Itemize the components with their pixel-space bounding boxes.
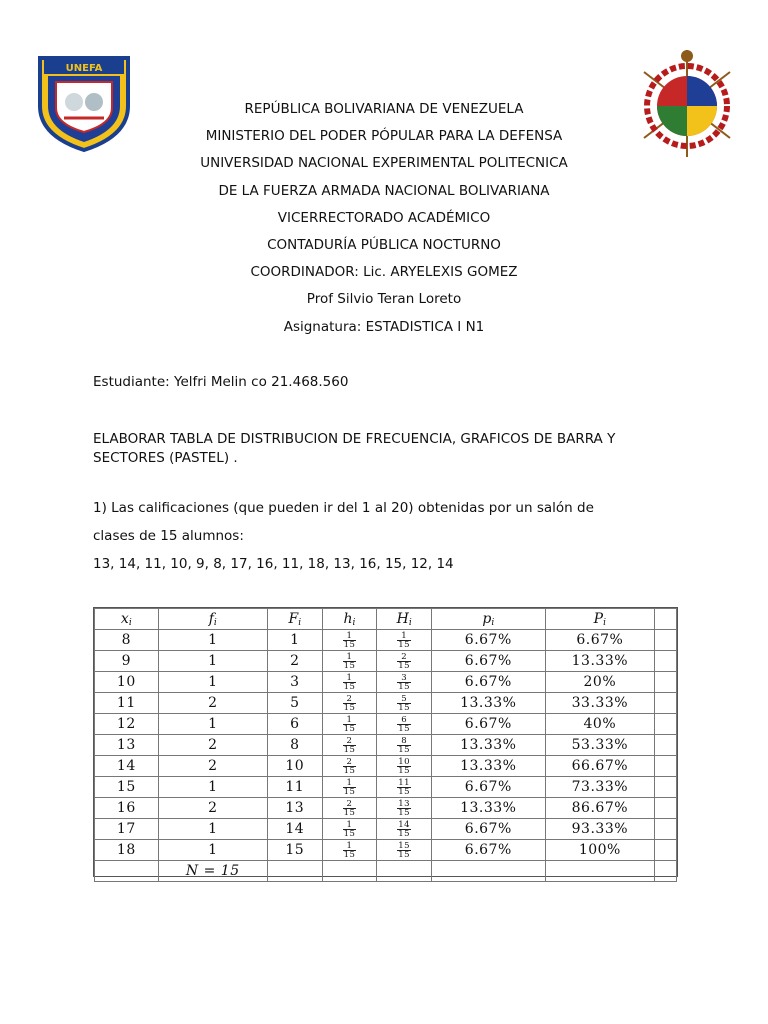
empty-cell: [545, 861, 655, 882]
institution-header: [0, 96, 768, 341]
cell-Fi: 11: [267, 777, 322, 798]
cell-fi: 1: [158, 672, 267, 693]
cell-fi: 1: [158, 651, 267, 672]
table-header-row: [95, 609, 677, 630]
student-name: Estudiante: Yelfri Melin co 21.468.560: [93, 374, 349, 390]
empty-column: [655, 609, 677, 630]
question-data: 13, 14, 11, 10, 9, 8, 17, 16, 11, 18, 13, 16, 15, 12, 14: [93, 556, 454, 572]
cell-Fi: 1: [267, 630, 322, 651]
cell-hi: [322, 672, 377, 693]
cell-Hi: [377, 672, 432, 693]
cell-hi: [322, 756, 377, 777]
header-Hi: $H_i$: [377, 609, 432, 630]
empty-cell: [655, 651, 677, 672]
table-row: [95, 819, 677, 840]
cell-Hi-fraction: $\frac{1}{15}$: [398, 630, 411, 650]
header-line: CONTADURÍA PÚBLICA NOCTURNO: [267, 236, 501, 253]
cell-hi: [322, 735, 377, 756]
cell-Hi: [377, 735, 432, 756]
cell-hi-fraction: $\frac{2}{15}$: [343, 735, 356, 755]
header-hi: $h_i$: [322, 609, 377, 630]
cell-xi: 10: [95, 672, 159, 693]
cell-Pi: 66.67%: [545, 756, 655, 777]
cell-pi: 6.67%: [432, 777, 546, 798]
total-row: [95, 861, 677, 882]
table-row: [95, 714, 677, 735]
cell-hi: [322, 798, 377, 819]
cell-xi: 11: [95, 693, 159, 714]
empty-cell: [655, 693, 677, 714]
cell-pi: 13.33%: [432, 798, 546, 819]
cell-hi: [322, 630, 377, 651]
cell-Hi: [377, 798, 432, 819]
header-line: COORDINADOR: Lic. ARYELEXIS GOMEZ: [250, 264, 518, 281]
cell-Pi: 40%: [545, 714, 655, 735]
cell-fi: 1: [158, 819, 267, 840]
empty-cell: [95, 861, 159, 882]
cell-Pi: 73.33%: [545, 777, 655, 798]
table-row: [95, 651, 677, 672]
cell-Pi: 100%: [545, 840, 655, 861]
question-line-1: 1) Las calificaciones (que pueden ir del 1 al 20) obtenidas por un salón de: [93, 500, 594, 516]
cell-hi-fraction: $\frac{1}{15}$: [343, 651, 356, 671]
cell-hi: [322, 777, 377, 798]
header-line: MINISTERIO DEL PODER PÓPULAR PARA LA DEFENSA: [205, 128, 563, 145]
cell-Fi: 3: [267, 672, 322, 693]
cell-Hi-fraction: $\frac{6}{15}$: [398, 714, 411, 734]
header-xi: $x_i$: [95, 609, 159, 630]
cell-Pi: 6.67%: [545, 630, 655, 651]
cell-xi: 18: [95, 840, 159, 861]
cell-Fi: 14: [267, 819, 322, 840]
table-row: [95, 735, 677, 756]
cell-Hi-fraction: $\frac{15}{15}$: [398, 840, 411, 860]
cell-pi: 6.67%: [432, 840, 546, 861]
cell-Pi: 93.33%: [545, 819, 655, 840]
header-line: REPÚBLICA BOLIVARIANA DE VENEZUELA: [244, 101, 524, 117]
cell-xi: 13: [95, 735, 159, 756]
cell-hi-fraction: $\frac{1}{15}$: [343, 840, 356, 860]
cell-Fi: 15: [267, 840, 322, 861]
cell-hi-fraction: $\frac{1}{15}$: [343, 777, 356, 797]
table-row: [95, 693, 677, 714]
cell-hi: [322, 714, 377, 735]
cell-hi-fraction: $\frac{1}{15}$: [343, 819, 356, 839]
cell-Hi: [377, 693, 432, 714]
cell-fi: 2: [158, 756, 267, 777]
cell-Fi: 5: [267, 693, 322, 714]
cell-Hi: [377, 714, 432, 735]
header-line: VICERRECTORADO ACADÉMICO: [277, 209, 491, 226]
cell-hi-fraction: $\frac{2}{15}$: [343, 756, 356, 776]
header-Pi: $P_i$: [545, 609, 655, 630]
empty-cell: [655, 672, 677, 693]
cell-fi: 1: [158, 630, 267, 651]
cell-Fi: 10: [267, 756, 322, 777]
cell-xi: 9: [95, 651, 159, 672]
total-n: N = 15: [158, 861, 267, 882]
header-fi: $f_i$: [158, 609, 267, 630]
cell-hi-fraction: $\frac{2}{15}$: [343, 693, 356, 713]
cell-Pi: 86.67%: [545, 798, 655, 819]
table-row: [95, 630, 677, 651]
cell-Hi-fraction: $\frac{8}{15}$: [398, 735, 411, 755]
header-pi: $p_i$: [432, 609, 546, 630]
cell-Fi: 6: [267, 714, 322, 735]
empty-cell: [655, 735, 677, 756]
cell-xi: 12: [95, 714, 159, 735]
table-row: [95, 777, 677, 798]
cell-Hi: [377, 840, 432, 861]
cell-Pi: 20%: [545, 672, 655, 693]
cell-pi: 13.33%: [432, 735, 546, 756]
empty-cell: [377, 861, 432, 882]
cell-Hi: [377, 756, 432, 777]
header-Fi: $F_i$: [267, 609, 322, 630]
empty-cell: [655, 630, 677, 651]
cell-xi: 14: [95, 756, 159, 777]
cell-Pi: 33.33%: [545, 693, 655, 714]
empty-cell: [322, 861, 377, 882]
cell-pi: 6.67%: [432, 672, 546, 693]
frequency-table: [93, 607, 678, 877]
empty-cell: [655, 861, 677, 882]
cell-Hi: [377, 819, 432, 840]
cell-hi-fraction: $\frac{1}{15}$: [343, 714, 356, 734]
cell-xi: 8: [95, 630, 159, 651]
cell-Hi-fraction: $\frac{11}{15}$: [398, 777, 411, 797]
table-row: [95, 756, 677, 777]
table-row: [95, 798, 677, 819]
cell-fi: 1: [158, 840, 267, 861]
header-line: UNIVERSIDAD NACIONAL EXPERIMENTAL POLITECNICA: [200, 155, 568, 172]
cell-Hi-fraction: $\frac{3}{15}$: [398, 672, 411, 692]
cell-fi: 2: [158, 798, 267, 819]
empty-cell: [655, 798, 677, 819]
cell-pi: 6.67%: [432, 630, 546, 651]
cell-xi: 16: [95, 798, 159, 819]
cell-Fi: 8: [267, 735, 322, 756]
cell-pi: 13.33%: [432, 756, 546, 777]
cell-hi: [322, 651, 377, 672]
cell-hi: [322, 693, 377, 714]
cell-pi: 13.33%: [432, 693, 546, 714]
cell-hi-fraction: $\frac{1}{15}$: [343, 630, 356, 650]
cell-fi: 2: [158, 693, 267, 714]
header-line: Asignatura: ESTADISTICA I N1: [283, 318, 485, 335]
empty-cell: [655, 840, 677, 861]
empty-cell: [655, 819, 677, 840]
cell-pi: 6.67%: [432, 714, 546, 735]
cell-Hi: [377, 630, 432, 651]
cell-Hi-fraction: $\frac{10}{15}$: [398, 756, 411, 776]
cell-Pi: 13.33%: [545, 651, 655, 672]
cell-xi: 17: [95, 819, 159, 840]
cell-Hi-fraction: $\frac{5}{15}$: [398, 693, 411, 713]
empty-cell: [267, 861, 322, 882]
empty-cell: [432, 861, 546, 882]
empty-cell: [655, 777, 677, 798]
cell-Hi-fraction: $\frac{2}{15}$: [398, 651, 411, 671]
cell-Hi: [377, 777, 432, 798]
cell-hi-fraction: $\frac{1}{15}$: [343, 672, 356, 692]
cell-fi: 1: [158, 714, 267, 735]
cell-pi: 6.67%: [432, 651, 546, 672]
cell-hi-fraction: $\frac{2}{15}$: [343, 798, 356, 818]
header-line: DE LA FUERZA ARMADA NACIONAL BOLIVARIANA: [218, 182, 550, 199]
cell-fi: 2: [158, 735, 267, 756]
cell-fi: 1: [158, 777, 267, 798]
cell-pi: 6.67%: [432, 819, 546, 840]
cell-Hi-fraction: $\frac{13}{15}$: [398, 798, 411, 818]
question-line-2: clases de 15 alumnos:: [93, 528, 244, 544]
cell-Fi: 2: [267, 651, 322, 672]
table-row: [95, 672, 677, 693]
cell-Hi-fraction: $\frac{14}{15}$: [398, 819, 411, 839]
table-row: [95, 840, 677, 861]
task-statement: ELABORAR TABLA DE DISTRIBUCION DE FRECUENCIA, GRAFICOS DE BARRA Y SECTORES (PASTEL) .: [93, 431, 616, 466]
logo-left-text: UNEFA: [65, 63, 103, 74]
header-line: Prof Silvio Teran Loreto: [306, 291, 462, 308]
cell-Pi: 53.33%: [545, 735, 655, 756]
cell-Fi: 13: [267, 798, 322, 819]
cell-hi: [322, 819, 377, 840]
empty-cell: [655, 714, 677, 735]
cell-hi: [322, 840, 377, 861]
cell-Hi: [377, 651, 432, 672]
cell-xi: 15: [95, 777, 159, 798]
empty-cell: [655, 756, 677, 777]
